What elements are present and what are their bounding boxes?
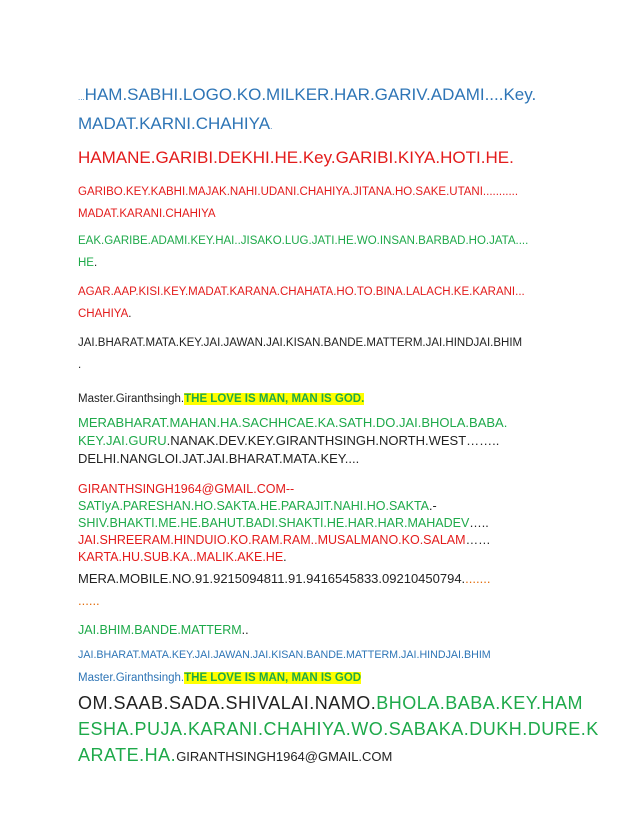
text-line: JAI.SHREERAM.HINDUIO.KO.RAM.RAM..MUSALMANO.KO.SALAM [78,533,466,547]
text-line: MADAT.KARANI.CHAHIYA [78,208,216,220]
text-line: ESHA.PUJA.KARANI.CHAHIYA.WO.SABAKA.DUKH.DURE.K [78,719,599,739]
heading-poverty: HAMANE.GARIBI.DEKHI.HE.Key.GARIBI.KIYA.HOTI.HE. [78,148,514,167]
text-line: DELHI.NANGLOI.JAT.JAI.BHARAT.MATA.KEY.... [78,451,360,466]
paragraph-jai-bharat-2: JAI.BHARAT.MATA.KEY.JAI.JAWAN.JAI.KISAN.BANDE.MATTERM.JAI.HINDJAI.BHIM [78,649,491,661]
text-line: SHIV.BHAKTI.ME.HE.BAHUT.BADI.SHAKTI.HE.HAR.HAR.MAHADEV [78,516,470,530]
text-line: MERABHARAT.MAHAN.HA.SACHHCAE.KA.SATH.DO.JAI.BHOLA.BABA. [78,415,508,430]
trailing-dot: . [270,122,273,131]
paragraph-help-poor [78,82,578,140]
text-line: HAM.SABHI.LOGO.KO.MILKER.HAR.GARIV.ADAMI....Key. [84,85,537,104]
email-text: GIRANTHSINGH1964@GMAIL.COM [176,749,393,764]
signature-line-2 [78,668,578,688]
leading-dots: ... [78,93,85,102]
text-line: JAI.BHIM.BANDE.MATTERM [78,623,242,637]
text-line: .NANAK.DEV.KEY.GIRANTHSINGH.NORTH.WEST…….. [166,433,500,448]
paragraph-poor-man: EAK.GARIBE.ADAMI.KEY.HAI..JISAKO.LUG.JATI.HE.WO.INSAN.BARBAD.HO.JATA.... HE. [78,235,529,269]
signature-line-1 [78,388,578,410]
text-line: BHOLA.BABA.KEY.HAM [376,693,583,713]
highlighted-motto: THE LOVE IS MAN, MAN IS GOD [184,672,362,684]
paragraph-no-mocking [78,181,578,225]
text-line: MADAT.KARNI.CHAHIYA [78,114,271,133]
text-line: CHAHIYA [78,308,129,320]
paragraph-mobile-numbers: MERA.MOBILE.NO.91.9215094811.91.9416545833.09210450794........ ...... [78,571,491,608]
paragraph-contact-and-blessings: GIRANTHSINGH1964@GMAIL.COM-- SATIyA.PARESHAN.HO.SAKTA.HE.PARAJIT.NAHI.HO.SAKTA.- SHIV.BHAKTI.ME.HE.BAHUT.BADI.SHAKTI.HE.HAR.HAR.MAHADEV….. JAI.SHREERAM.HINDUIO.KO.RAM.RAM..MUSALMANO.KO.SALAM…… KARTA.HU.SUB.KA..MALIK.AKE.HE. [78,482,491,564]
author-name: Master.Giranthsingh. [78,393,185,405]
highlighted-motto: THE LOVE IS MAN, MAN IS GOD. [184,393,365,405]
text-line: SATIyA.PARESHAN.HO.SAKTA.HE.PARAJIT.NAHI.HO.SAKTA [78,499,429,513]
text-line: HE [78,257,94,269]
text-line: GARIBO.KEY.KABHI.MAJAK.NAHI.UDANI.CHAHIYA.JITANA.HO.SAKE.UTANI........... [78,186,519,198]
text-line: KEY.JAI.GURU [78,433,167,448]
phone-numbers: MERA.MOBILE.NO.91.9215094811.91.9416545833.09210450794. [78,571,466,586]
text-line: JAI.BHARAT.MATA.KEY.JAI.JAWAN.JAI.KISAN.BANDE.MATTERM.JAI.HINDJAI.BHIM [78,337,523,349]
email-text: GIRANTHSINGH1964@GMAIL.COM-- [78,482,295,496]
text-line: KARTA.HU.SUB.KA..MALIK.AKE.HE [78,550,284,564]
text-line: EAK.GARIBE.ADAMI.KEY.HAI..JISAKO.LUG.JATI.HE.WO.INSAN.BARBAD.HO.JATA.... [78,235,529,247]
text-line: AGAR.AAP.KISI.KEY.MADAT.KARANA.CHAHATA.HO.TO.BINA.LALACH.KE.KARANI... [78,286,525,298]
text-line: OM.SAAB.SADA.SHIVALAI.NAMO. [78,693,377,713]
text-line: ARATE.HA. [78,745,177,765]
paragraph-jai-bhim: JAI.BHIM.BANDE.MATTERM.. [78,623,249,637]
paragraph-help-without-greed: AGAR.AAP.KISI.KEY.MADAT.KARANA.CHAHATA.HO.TO.BINA.LALACH.KE.KARANI... CHAHIYA. [78,286,525,320]
paragraph-om-shivalai [78,690,599,770]
author-name: Master.Giranthsingh. [78,672,185,684]
text-line: . [78,359,82,371]
paragraph-mera-bharat [78,414,578,468]
paragraph-jai-bharat [78,332,578,376]
